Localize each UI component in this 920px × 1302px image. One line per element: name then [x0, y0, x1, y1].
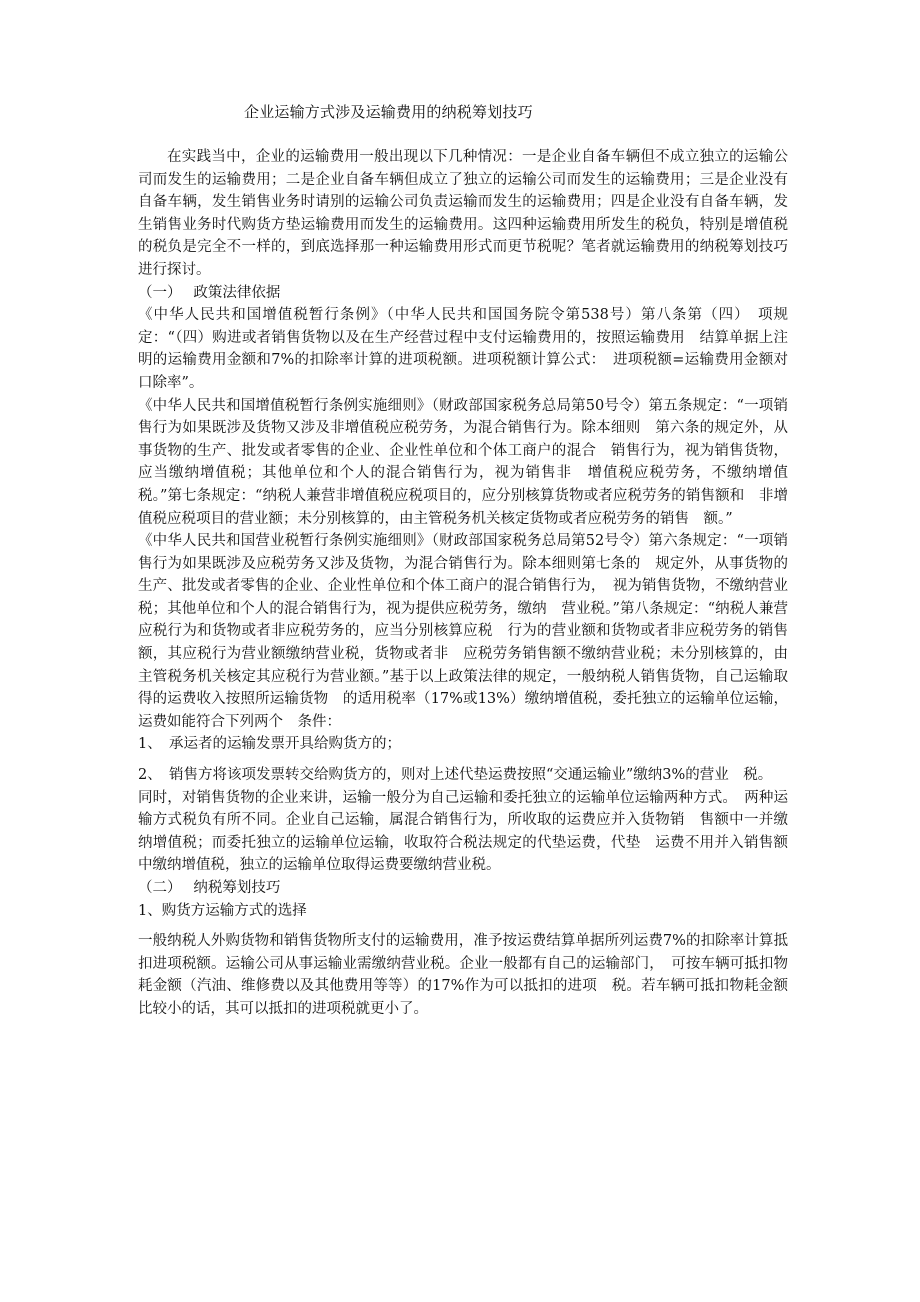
paragraph-vat-rules: 《中华人民共和国增值税暂行条例实施细则》（财政部国家税务总局第50号令）第五条规定：“一项销售行为如果既涉及货物又涉及非增值税应税劳务，为混合销售行为。除本细则 第六条的规定外，从事货物的生产、批发或者零售的企业、企业性单位和个体工商户的混合 销售行为，视为销售货物，应当缴纳增值税；其他单位和个人的混合销售行为，视为销售非 增值税应税劳务，不缴纳增值税。”第七条规定：“纳税人兼营非增值税应税项目的，应分别核算货物或者应税劳务的销售额和 非增值税应税项目的营业额；未分别核算的，由主管税务机关核定货物或者应税劳务的销售 额。” [138, 397, 788, 527]
paragraph-buyer-transport: 一般纳税人外购货物和销售货物所支付的运输费用，准予按运费结算单据所列运费7%的扣除率计算抵扣进项税额。运输公司从事运输业需缴纳营业税。企业一般都有自己的运输部门， 可按车辆可抵扣物耗金额（汽油、维修费以及其他费用等等）的17%作为可以抵扣的进项 税。若车辆可抵扣物耗金额比较小的话，其可以抵扣的进项税就更小了。 [138, 933, 788, 1017]
section-heading-planning: （二） 纳税筹划技巧 [138, 880, 281, 896]
section-heading-policy: （一） 政策法律依据 [138, 284, 281, 301]
subheading-buyer-transport: 1、购货方运输方式的选择 [138, 902, 307, 919]
list-item-1: 1、 承运者的运输发票开具给购货方的； [138, 736, 401, 753]
paragraph-intro: 在实践当中，企业的运输费用一般出现以下几种情况：一是企业自备车辆但不成立独立的运输公司而发生的运输费用；二是企业自备车辆但成立了独立的运输公司而发生的运输费用；三是企业没有自备车辆，发生销售业务时请别的运输公司负责运输而发生的运输费用；四是企业没有自备车辆，发生销售业务时代购货方垫运输费用而发生的运输费用。这四种运输费用所发生的税负，特别是增值税的税负是完全不一样的，到底选择那一种运输费用形式而更节税呢？笔者就运输费用的纳税筹划技巧进行探讨。 [138, 149, 788, 278]
paragraph-business-tax-rules: 《中华人民共和国营业税暂行条例实施细则》（财政部国家税务总局第52号令）第六条规定：“一项销售行为如果既涉及应税劳务又涉及货物，为混合销售行为。除本细则第七条的 规定外，从事货物的生产、批发或者零售的企业、企业性单位和个体工商户的混合销售行为， 视为销售货物，不缴纳营业税；其他单位和个人的混合销售行为，视为提供应税劳务，缴纳 营业税。”第八条规定：“纳税人兼营应税行为和货物或者非应税劳务的，应当分别核算应税 行为的营业额和货物或者非应税劳务的销售额，其应税行为营业额缴纳营业税，货物或者非 应税劳务销售额不缴纳营业税；未分别核算的，由主管税务机关核定其应税行为营业额。”基于以上政策法律的规定，一般纳税人销售货物，自己运输取得的运费收入按照所运输货物 的适用税率（17%或13%）缴纳增值税，委托独立的运输单位运输，运费如能符合下列两个 条件： [138, 533, 788, 730]
paragraph-transport-modes: 同时，对销售货物的企业来讲，运输一般分为自己运输和委托独立的运输单位运输两种方式。 两种运输方式税负有所不同。企业自己运输，属混合销售行为，所收取的运费应并入货物销 售额中一并缴纳增值税；而委托独立的运输单位运输，收取符合税法规定的代垫运费，代垫 运费不用并入销售额中缴纳增值税，独立的运输单位取得运费要缴纳营业税。 [138, 789, 788, 874]
document-body [138, 146, 788, 1021]
list-item-2: 2、 销售方将该项发票转交给购货方的，则对上述代垫运费按照“交通运输业”缴纳3%的营业 税。 [138, 767, 773, 784]
document-title: 企业运输方式涉及运输费用的纳税筹划技巧 [244, 103, 533, 121]
paragraph-vat-regulation: 《中华人民共和国增值税暂行条例》（中华人民共和国国务院令第538号）第八条第（四） 项规定：“（四）购进或者销售货物以及在生产经营过程中支付运输费用的，按照运输费用 结算单据上注明的运输费用金额和7%的扣除率计算的进项税额。进项税额计算公式： 进项税额=运输费用金额对口除率”。 [138, 307, 788, 391]
